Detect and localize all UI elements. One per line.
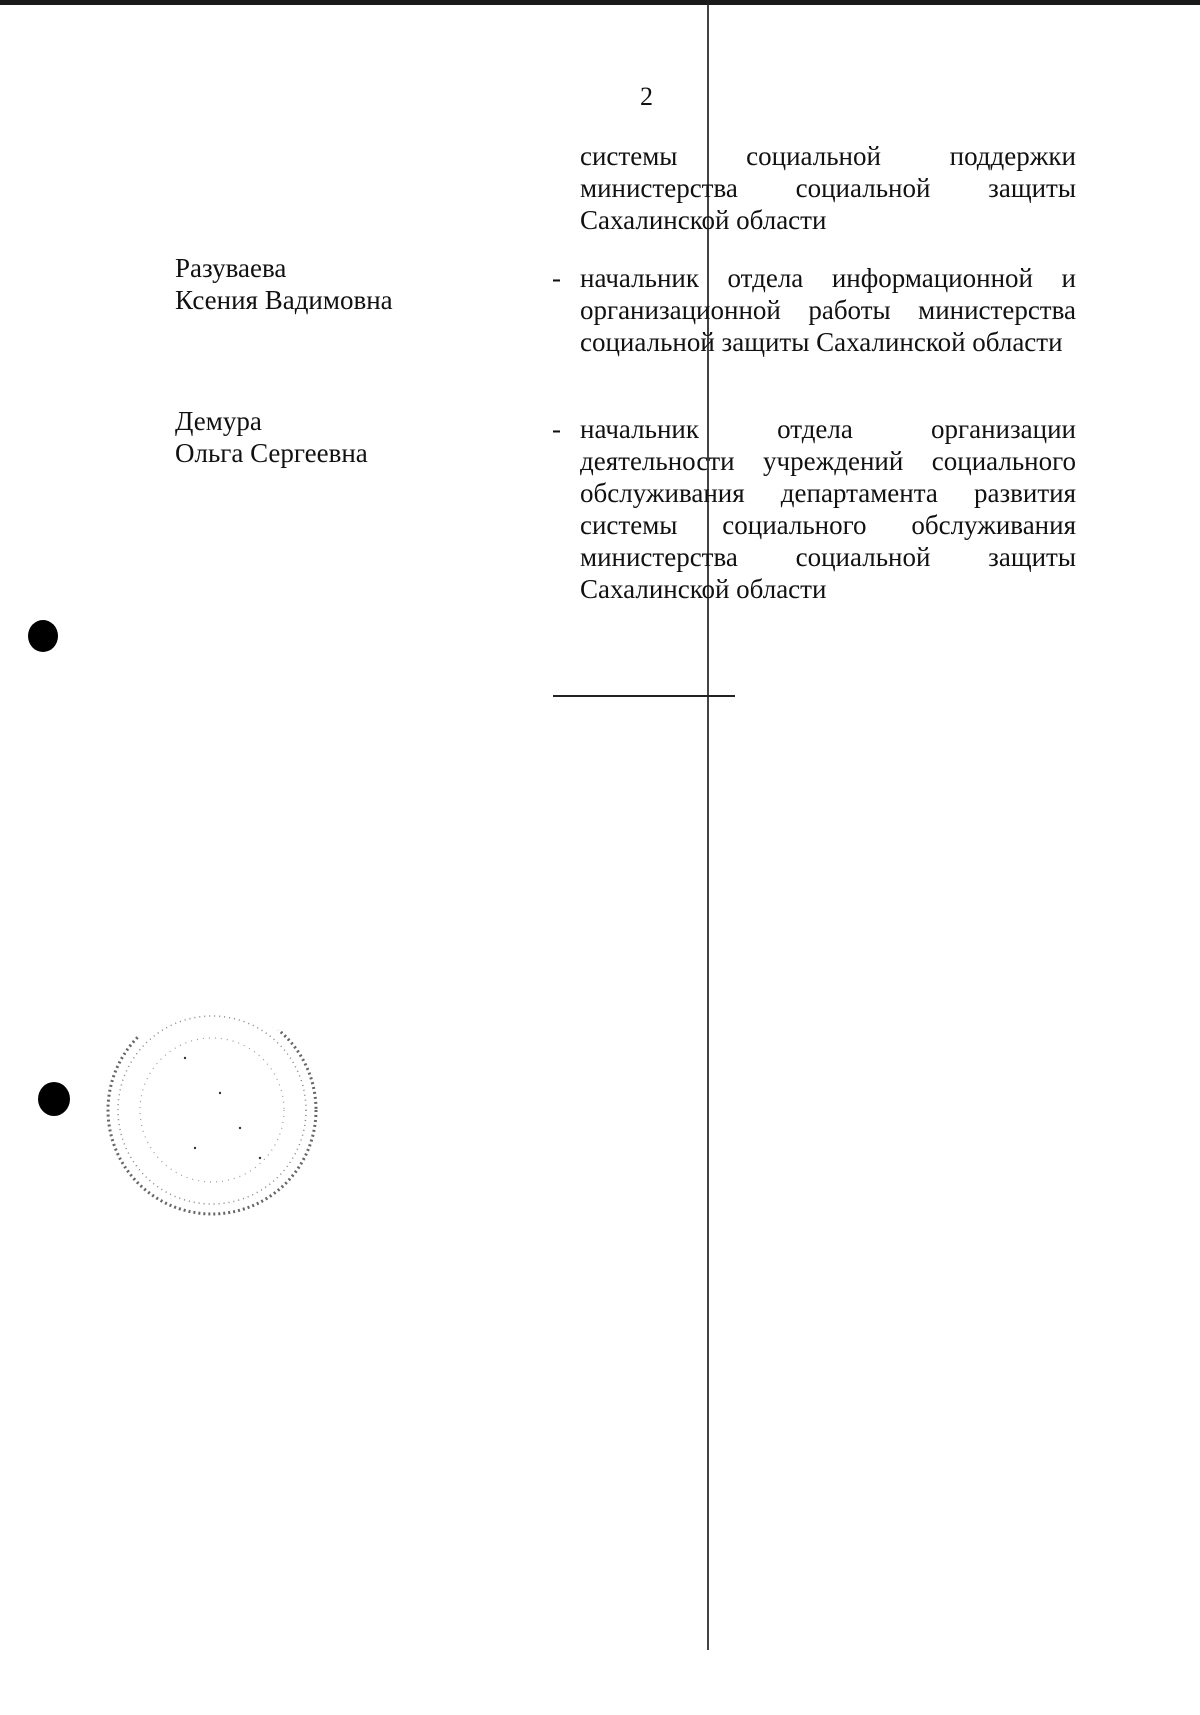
member-surname: Разуваева (175, 253, 287, 283)
seal-stamp-icon (100, 998, 325, 1223)
punch-hole (28, 620, 58, 652)
member-dash: - (552, 263, 561, 293)
continuation-text: системы социальной поддержки министерства социальной защиты Сахалинской области (580, 141, 1076, 235)
closing-rule (553, 695, 735, 697)
punch-hole (38, 1082, 70, 1116)
member-surname: Демура (175, 406, 262, 436)
member-position: начальник отдела организации деятельности учреждений социального обслуживания департамента развития системы социального обслуживания министерства социальной защиты Сахалинской области (580, 414, 1076, 604)
member-given-names: Ксения Вадимовна (175, 285, 393, 315)
scan-top-edge (0, 0, 1200, 5)
scan-fold-line (707, 0, 709, 1650)
member-name (175, 405, 368, 469)
member-given-names: Ольга Сергеевна (175, 438, 368, 468)
member-position: начальник отдела информационной и организационной работы министерства социальной защиты Сахалинской области (580, 263, 1076, 357)
page-number: 2 (640, 82, 653, 111)
member-dash: - (552, 414, 561, 444)
member-name (175, 252, 393, 316)
